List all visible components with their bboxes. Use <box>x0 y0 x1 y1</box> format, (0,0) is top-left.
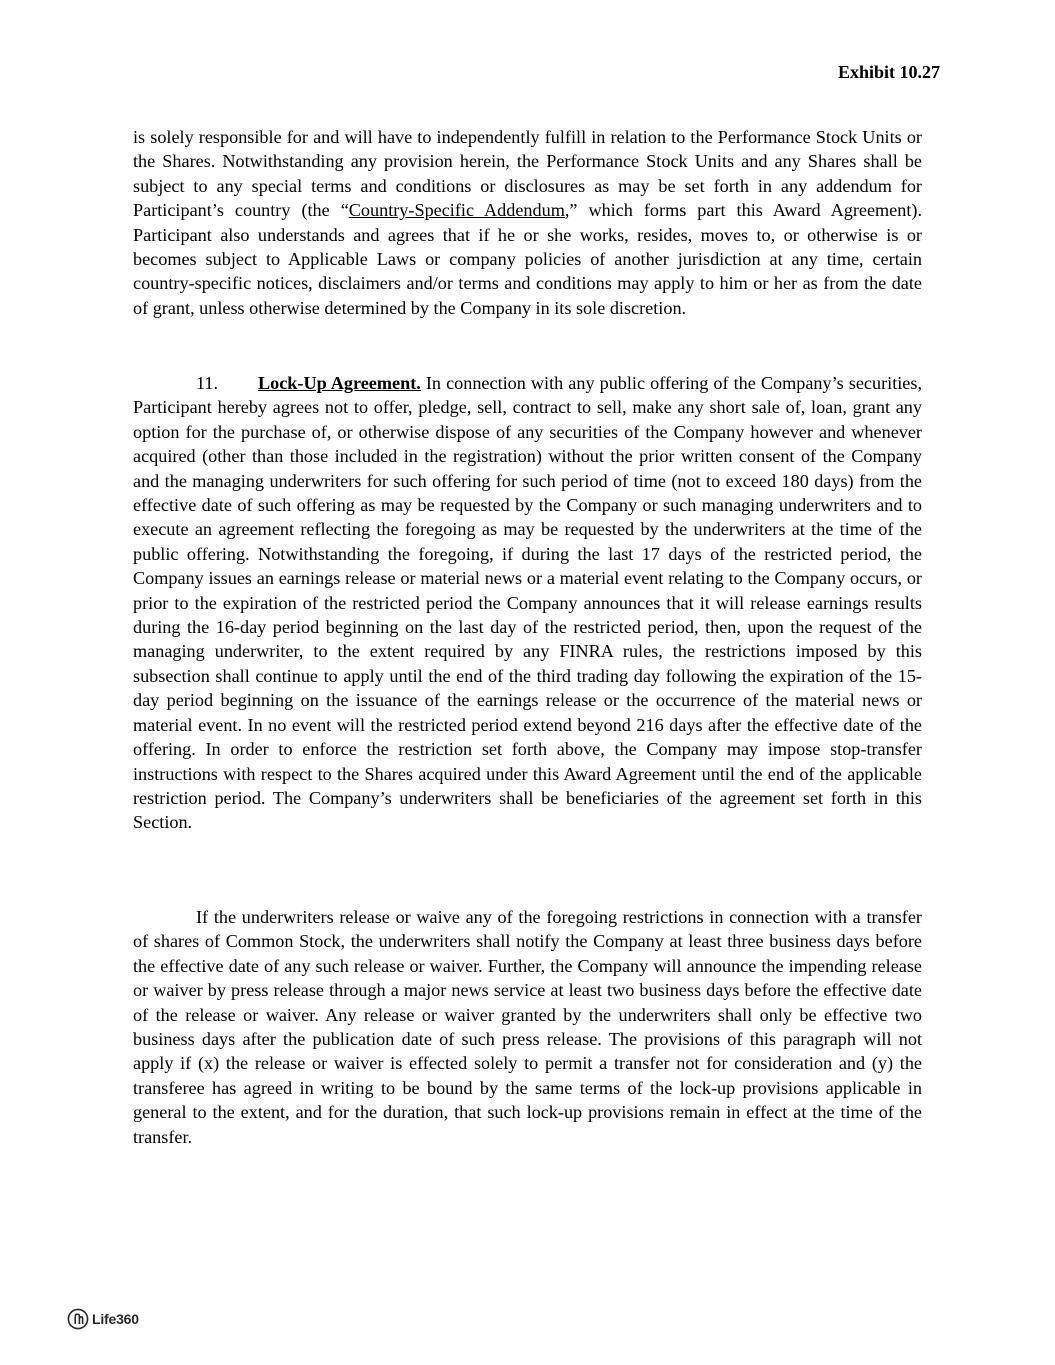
paragraph1-text-start: is solely responsible for and will have to independently fulfill in relation to the Performance Stock Units or the Shares. Notwithstanding any provision herein, the Performance Stock Units and any Shares shall be subject to any special terms and conditions or disclosures as may be set forth in any addendum for Participant’s country (the “ <box>133 127 922 221</box>
exhibit-label: Exhibit 10.27 <box>837 62 940 82</box>
paragraph-continuation <box>133 125 922 320</box>
section-number: 11. <box>196 373 219 393</box>
paragraph-underwriter-release: If the underwriters release or waive any of the foregoing restrictions in connection with a transfer of shares of Common Stock, the underwriters shall notify the Company at least three business days before the effective date of any such release or waiver. Further, the Company will announce the impending release or waiver by press release through a major news service at least two business days before the effective date of the release or waiver. Any release or waiver granted by the underwriters shall only be effective two business days after the publication date of such press release. The provisions of this paragraph will not apply if (x) the release or waiver is effected solely to permit a transfer not for consideration and (y) the transferee has agreed in writing to be bound by the same terms of the lock-up provisions applicable in general to the extent, and for the duration, that such lock-up provisions remain in effect at the time of the transfer. <box>133 907 922 1147</box>
life360-logo-icon <box>67 1308 89 1330</box>
section-11-body: In connection with any public offering of the Company’s securities, Participant hereby agrees not to offer, pledge, sell, contract to sell, make any short sale of, loan, grant any option for the purchase of, or otherwise dispose of any securities of the Company however and whenever acquired (other than those included in the registration) without the prior written consent of the Company and the managing underwriters for such offering for such period of time (not to exceed 180 days) from the effective date of such offering as may be requested by the Company or such managing underwriters and to execute an agreement reflecting the foregoing as may be requested by the underwriters at the time of the public offering. Notwithstanding the foregoing, if during the last 17 days of the restricted period, the Company issues an earnings release or material news or a material event relating to the Company occurs, or prior to the expiration of the restricted period the Company announces that it will release earnings results during the 16-day period beginning on the last day of the restricted period, then, upon the request of the managing underwriter, to the extent required by any FINRA rules, the restrictions imposed by this subsection shall continue to apply until the end of the third trading day following the expiration of the 15-day period beginning on the issuance of the earnings release or the occurrence of the material news or material event. In no event will the restricted period extend beyond 216 days after the effective date of the offering. In order to enforce the restriction set forth above, the Company may impose stop-transfer instructions with respect to the Shares acquired under this Award Agreement until the end of the applicable restriction period. The Company’s underwriters shall be beneficiaries of the agreement set forth in this Section. <box>133 373 922 833</box>
logo-text: Life360 <box>92 1311 139 1327</box>
paragraph1-text-end: ,” which forms part this Award Agreement). Participant also understands and agrees that if he or she works, resides, moves to, or otherwise is or becomes subject to Applicable Laws or company policies of another jurisdiction at any time, certain country-specific notices, disclaimers and/or terms and conditions may apply to him or her as from the date of grant, unless otherwise determined by the Company in its sole discretion. <box>133 200 922 318</box>
footer-logo <box>67 1308 139 1330</box>
section-11-lock-up <box>133 371 922 835</box>
defined-term-country-specific-addendum: Country-Specific Addendum <box>348 200 565 221</box>
section-heading: Lock-Up Agreement. <box>258 373 421 393</box>
